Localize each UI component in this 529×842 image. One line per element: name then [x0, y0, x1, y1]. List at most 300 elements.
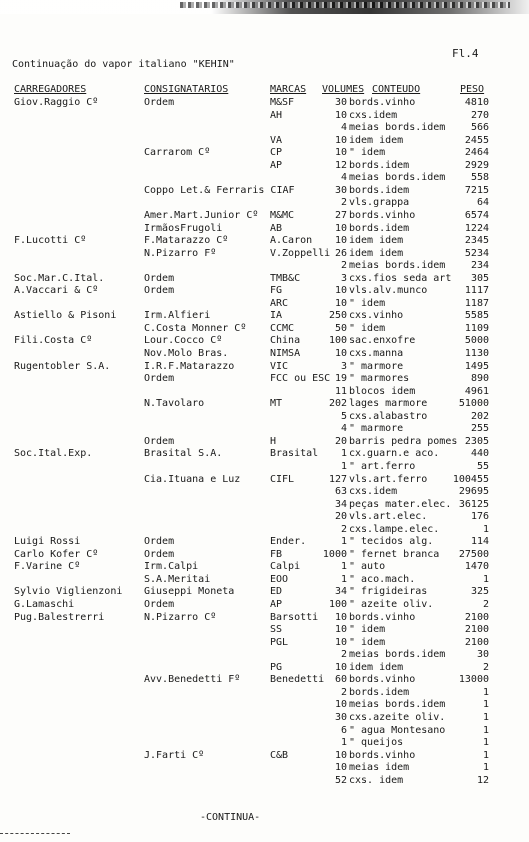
weight-cell: 1: [482, 686, 489, 698]
volume-count-cell: 1: [340, 536, 347, 548]
contents-cell: vls.alv.munco: [349, 285, 428, 297]
volume-count-cell: 10: [334, 661, 347, 673]
weight-cell: 325: [470, 586, 489, 598]
weight-cell: 1187: [464, 297, 489, 309]
table-row: [0, 687, 529, 699]
contents-cell: cxs.alabastro: [349, 410, 428, 422]
contents-cell: cxs.lampe.elec.: [349, 523, 440, 535]
volume-count-cell: 10: [334, 134, 347, 146]
table-row: [0, 185, 529, 197]
weight-cell: 55: [476, 460, 489, 472]
shipper-cell: Luigi Rossi: [14, 536, 81, 548]
table-row: [0, 486, 529, 498]
volume-count-cell: 2: [340, 197, 347, 209]
mark-cell: V.Zoppelli: [270, 247, 331, 259]
volume-count-cell: 1000: [322, 548, 347, 560]
consignee-cell: Ordem: [144, 548, 175, 560]
weight-cell: 4810: [464, 97, 489, 108]
contents-cell: meias bords.idem: [349, 699, 446, 711]
mark-cell: Brasital: [270, 448, 319, 460]
weight-cell: 12: [476, 774, 489, 786]
consignee-cell: Lour.Cocco Cº: [144, 335, 223, 347]
table-row: [0, 474, 529, 486]
table-row: [0, 586, 529, 598]
contents-cell: cxs.idem: [349, 486, 398, 498]
contents-cell: blocos idem: [349, 385, 416, 397]
consignee-cell: IrmãosFrugoli: [144, 222, 223, 234]
mark-cell: FB: [270, 548, 283, 560]
contents-cell: bords.idem: [349, 686, 410, 698]
mark-cell: Ender.: [270, 536, 307, 548]
weight-cell: 1224: [464, 222, 489, 234]
weight-cell: 1: [482, 573, 489, 585]
volume-count-cell: 127: [328, 473, 347, 485]
shipper-cell: Fili.Costa Cº: [14, 335, 93, 347]
weight-cell: 2100: [464, 624, 489, 636]
table-row: [0, 160, 529, 172]
shipper-cell: F.Lucotti Cº: [14, 235, 87, 247]
volume-count-cell: 26: [334, 247, 347, 259]
volume-count-cell: 10: [334, 749, 347, 761]
volume-count-cell: 4: [340, 172, 347, 184]
table-row: [0, 223, 529, 235]
weight-cell: 13000: [458, 674, 489, 686]
contents-cell: vls.art.ferro: [349, 473, 428, 485]
weight-cell: 2464: [464, 147, 489, 159]
weight-cell: 2929: [464, 159, 489, 171]
header-conteudo: CONTEUDO: [372, 84, 421, 95]
contents-cell: meias bords.idem: [349, 122, 446, 134]
volume-count-cell: 34: [334, 586, 347, 598]
shipper-cell: Carlo Kofer Cº: [14, 548, 99, 560]
volume-count-cell: 10: [334, 699, 347, 711]
contents-cell: vls.art.elec.: [349, 511, 428, 523]
contents-cell: bords.vinho: [349, 209, 416, 221]
table-row: [0, 699, 529, 711]
mark-cell: MT: [270, 398, 283, 410]
consignee-cell: Ordem: [144, 536, 175, 548]
shipper-cell: Sylvio Viglienzoni: [14, 586, 123, 598]
weight-cell: 270: [470, 109, 489, 121]
mark-cell: H: [270, 435, 277, 447]
table-row: [0, 612, 529, 624]
bottom-rule: [0, 833, 70, 834]
weight-cell: 1: [482, 737, 489, 749]
weight-cell: 100455: [452, 473, 489, 485]
mark-cell: FCC ou ESC: [270, 373, 331, 385]
volume-count-cell: 1: [340, 573, 347, 585]
contents-cell: " aco.mach.: [349, 573, 416, 585]
volume-count-cell: 100: [328, 335, 347, 347]
table-row: [0, 361, 529, 373]
consignee-cell: Irm.Calpi: [144, 561, 199, 573]
consignee-cell: Brasital S.A.: [144, 448, 223, 460]
weight-cell: 1117: [464, 285, 489, 297]
mark-cell: CP: [270, 147, 283, 159]
table-row: [0, 172, 529, 184]
shipper-cell: Rugentobler S.A.: [14, 360, 111, 372]
weight-cell: 36125: [458, 498, 489, 510]
table-row: [0, 310, 529, 322]
table-row: [0, 335, 529, 347]
contents-cell: bords.vinho: [349, 611, 416, 623]
contents-cell: idem idem: [349, 134, 404, 146]
table-row: [0, 248, 529, 260]
mark-cell: Barsotti: [270, 611, 319, 623]
header-marcas: MARCAS: [270, 84, 307, 95]
shipper-cell: F.Varine Cº: [14, 561, 81, 573]
volume-count-cell: 4: [340, 122, 347, 134]
volume-count-cell: 10: [334, 147, 347, 159]
continua-note: -CONTINUA-: [200, 812, 261, 823]
volume-count-cell: 10: [334, 611, 347, 623]
mark-cell: AB: [270, 222, 283, 234]
table-row: [0, 624, 529, 636]
weight-cell: 5000: [464, 335, 489, 347]
consignee-cell: Cia.Ituana e Luz: [144, 473, 241, 485]
consignee-cell: N.Pizarro Cº: [144, 611, 217, 623]
mark-cell: NIMSA: [270, 348, 301, 359]
contents-cell: " idem: [349, 297, 386, 309]
consignee-cell: Nov.Molo Bras.: [144, 348, 229, 359]
volume-count-cell: 30: [334, 97, 347, 108]
contents-cell: meias idem: [349, 762, 410, 774]
table-row: [0, 737, 529, 749]
weight-cell: 2100: [464, 611, 489, 623]
table-row: [0, 725, 529, 737]
consignee-cell: Avv.Benedetti Fº: [144, 674, 241, 686]
table-row: [0, 662, 529, 674]
volume-count-cell: 1: [340, 561, 347, 573]
consignee-cell: Ordem: [144, 272, 175, 284]
weight-cell: 4961: [464, 385, 489, 397]
contents-cell: cx.guarn.e aco.: [349, 448, 440, 460]
shipper-cell: Giov.Raggio Cº: [14, 97, 99, 108]
consignee-cell: F.Matarazzo Cº: [144, 235, 229, 247]
volume-count-cell: 202: [328, 398, 347, 410]
table-row: [0, 637, 529, 649]
mark-cell: AP: [270, 159, 283, 171]
volume-count-cell: 10: [334, 636, 347, 648]
table-row: [0, 423, 529, 435]
volume-count-cell: 3: [340, 272, 347, 284]
contents-cell: " marmore: [349, 360, 404, 372]
weight-cell: 1: [482, 749, 489, 761]
volume-count-cell: 50: [334, 322, 347, 334]
contents-cell: " idem: [349, 322, 386, 334]
table-row: [0, 674, 529, 686]
consignee-cell: Ordem: [144, 97, 175, 108]
table-row: [0, 210, 529, 222]
contents-cell: " frigideiras: [349, 586, 428, 598]
volume-count-cell: 250: [328, 310, 347, 322]
table-row: [0, 499, 529, 511]
consignee-cell: C.Costa Monner Cº: [144, 322, 247, 334]
contents-cell: cxs.vinho: [349, 310, 404, 322]
weight-cell: 2: [482, 599, 489, 610]
mark-cell: A.Caron: [270, 235, 313, 247]
volume-count-cell: 10: [334, 762, 347, 774]
weight-cell: 1: [482, 523, 489, 535]
contents-cell: " azeite oliv.: [349, 599, 434, 610]
contents-cell: idem idem: [349, 247, 404, 259]
volume-count-cell: 1: [340, 448, 347, 460]
table-row: [0, 762, 529, 774]
weight-cell: 890: [470, 373, 489, 385]
table-row: [0, 135, 529, 147]
weight-cell: 2: [482, 661, 489, 673]
volume-count-cell: 100: [328, 599, 347, 610]
weight-cell: 234: [470, 260, 489, 272]
contents-cell: bords.vinho: [349, 97, 416, 108]
header-volumes: VOLUMES: [322, 84, 365, 95]
table-row: [0, 574, 529, 586]
mark-cell: Benedetti: [270, 674, 325, 686]
contents-cell: " fernet branca: [349, 548, 440, 560]
weight-cell: 27500: [458, 548, 489, 560]
table-row: [0, 411, 529, 423]
contents-cell: meias bords.idem: [349, 260, 446, 272]
consignee-cell: Ordem: [144, 435, 175, 447]
table-row: [0, 536, 529, 548]
volume-count-cell: 10: [334, 109, 347, 121]
volume-count-cell: 10: [334, 285, 347, 297]
contents-cell: lages marmore: [349, 398, 428, 410]
scan-edge-noise: [180, 2, 510, 8]
weight-cell: 5585: [464, 310, 489, 322]
contents-cell: " idem: [349, 624, 386, 636]
weight-cell: 1130: [464, 348, 489, 359]
weight-cell: 5234: [464, 247, 489, 259]
contents-cell: " agua Montesano: [349, 724, 446, 736]
table-row: [0, 524, 529, 536]
volume-count-cell: 5: [340, 410, 347, 422]
contents-cell: " auto: [349, 561, 386, 573]
volume-count-cell: 10: [334, 222, 347, 234]
volume-count-cell: 63: [334, 486, 347, 498]
shipper-cell: A.Vaccari & Cº: [14, 285, 99, 297]
contents-cell: " queijos: [349, 737, 404, 749]
table-row: [0, 599, 529, 611]
table-row: [0, 386, 529, 398]
mark-cell: China: [270, 335, 301, 347]
table-row: [0, 285, 529, 297]
table-row: [0, 398, 529, 410]
table-row: [0, 750, 529, 762]
weight-cell: 2455: [464, 134, 489, 146]
shipper-cell: Soc.Mar.C.Ital.: [14, 272, 105, 284]
volume-count-cell: 19: [334, 373, 347, 385]
contents-cell: meias bords.idem: [349, 172, 446, 184]
contents-cell: cxs.idem: [349, 109, 398, 121]
contents-cell: " marmore: [349, 423, 404, 435]
consignee-cell: Carrarom Cº: [144, 147, 211, 159]
mark-cell: PGL: [270, 636, 289, 648]
shipper-cell: Pug.Balestrerri: [14, 611, 105, 623]
mark-cell: PG: [270, 661, 283, 673]
consignee-cell: N.Tavolaro: [144, 398, 205, 410]
volume-count-cell: 4: [340, 423, 347, 435]
contents-cell: peças mater.elec.: [349, 498, 452, 510]
mark-cell: IA: [270, 310, 283, 322]
contents-cell: bords.idem: [349, 184, 410, 196]
table-row: [0, 197, 529, 209]
volume-count-cell: 27: [334, 209, 347, 221]
shipper-cell: Soc.Ital.Exp.: [14, 448, 93, 460]
weight-cell: 440: [470, 448, 489, 460]
table-row: [0, 448, 529, 460]
weight-cell: 1470: [464, 561, 489, 573]
weight-cell: 566: [470, 122, 489, 134]
weight-cell: 64: [476, 197, 489, 209]
table-row: [0, 549, 529, 561]
volume-count-cell: 12: [334, 159, 347, 171]
weight-cell: 30: [476, 649, 489, 661]
volume-count-cell: 6: [340, 724, 347, 736]
contents-cell: cxs.azeite oliv.: [349, 711, 446, 723]
table-row: [0, 649, 529, 661]
volume-count-cell: 52: [334, 774, 347, 786]
volume-count-cell: 1: [340, 737, 347, 749]
mark-cell: M&SF: [270, 97, 295, 108]
volume-count-cell: 2: [340, 649, 347, 661]
contents-cell: idem idem: [349, 661, 404, 673]
contents-cell: cxs.manna: [349, 348, 404, 359]
weight-cell: 114: [470, 536, 489, 548]
table-row: [0, 235, 529, 247]
contents-cell: " idem: [349, 636, 386, 648]
contents-cell: meias bords.idem: [349, 649, 446, 661]
consignee-cell: J.Farti Cº: [144, 749, 205, 761]
table-row: [0, 436, 529, 448]
volume-count-cell: 20: [334, 511, 347, 523]
header-carregadores: CARREGADORES: [14, 84, 87, 95]
weight-cell: 1: [482, 762, 489, 774]
mark-cell: C&B: [270, 749, 289, 761]
volume-count-cell: 11: [334, 385, 347, 397]
mark-cell: SS: [270, 624, 283, 636]
contents-cell: sac.enxofre: [349, 335, 416, 347]
volume-count-cell: 34: [334, 498, 347, 510]
weight-cell: 1109: [464, 322, 489, 334]
volume-count-cell: 2: [340, 523, 347, 535]
table-row: [0, 147, 529, 159]
volume-count-cell: 2: [340, 260, 347, 272]
consignee-cell: Amer.Mart.Junior Cº: [144, 209, 259, 221]
weight-cell: 1: [482, 711, 489, 723]
table-row: [0, 323, 529, 335]
mark-cell: VIC: [270, 360, 289, 372]
consignee-cell: I.R.F.Matarazzo: [144, 360, 235, 372]
weight-cell: 202: [470, 410, 489, 422]
table-row: [0, 260, 529, 272]
consignee-cell: Ordem: [144, 599, 175, 610]
mark-cell: FG: [270, 285, 283, 297]
weight-cell: 2305: [464, 435, 489, 447]
weight-cell: 29695: [458, 486, 489, 498]
mark-cell: ARC: [270, 297, 289, 309]
contents-cell: idem idem: [349, 235, 404, 247]
consignee-cell: S.A.Meritai: [144, 573, 211, 585]
volume-count-cell: 10: [334, 235, 347, 247]
weight-cell: 7215: [464, 184, 489, 196]
consignee-cell: Irm.Alfieri: [144, 310, 211, 322]
table-row: [0, 298, 529, 310]
contents-cell: " art.ferro: [349, 460, 416, 472]
mark-cell: ED: [270, 586, 283, 598]
contents-cell: bords.idem: [349, 159, 410, 171]
contents-cell: vls.grappa: [349, 197, 410, 209]
weight-cell: 176: [470, 511, 489, 523]
weight-cell: 6574: [464, 209, 489, 221]
volume-count-cell: 3: [340, 360, 347, 372]
table-row: [0, 110, 529, 122]
weight-cell: 305: [470, 272, 489, 284]
contents-cell: barris pedra pomes: [349, 435, 458, 447]
mark-cell: AH: [270, 109, 283, 121]
volume-count-cell: 60: [334, 674, 347, 686]
weight-cell: 2100: [464, 636, 489, 648]
weight-cell: 1: [482, 699, 489, 711]
volume-count-cell: 30: [334, 711, 347, 723]
mark-cell: EOO: [270, 573, 289, 585]
table-row: [0, 561, 529, 573]
weight-cell: 1495: [464, 360, 489, 372]
header-consignatarios: CONSIGNATARIOS: [144, 84, 229, 95]
table-row: [0, 348, 529, 360]
weight-cell: 255: [470, 423, 489, 435]
contents-cell: bords.idem: [349, 222, 410, 234]
consignee-cell: Ordem: [144, 285, 175, 297]
mark-cell: AP: [270, 599, 283, 610]
weight-cell: 558: [470, 172, 489, 184]
volume-count-cell: 10: [334, 624, 347, 636]
weight-cell: 2345: [464, 235, 489, 247]
consignee-cell: N.Pizarro Fº: [144, 247, 217, 259]
table-row: [0, 511, 529, 523]
header-peso: PESO: [460, 84, 485, 95]
mark-cell: TMB&C: [270, 272, 301, 284]
mark-cell: VA: [270, 134, 283, 146]
weight-cell: 1: [482, 724, 489, 736]
volume-count-cell: 10: [334, 297, 347, 309]
mark-cell: M&MC: [270, 209, 295, 221]
volume-count-cell: 1: [340, 460, 347, 472]
table-row: [0, 461, 529, 473]
contents-cell: bords.vinho: [349, 749, 416, 761]
volume-count-cell: 20: [334, 435, 347, 447]
document-title: Continuação do vapor italiano "KEHIN": [12, 59, 235, 70]
contents-cell: bords.vinho: [349, 674, 416, 686]
weight-cell: 51000: [458, 398, 489, 410]
contents-cell: cxs.fios seda art: [349, 272, 452, 284]
table-row: [0, 122, 529, 134]
contents-cell: cxs. idem: [349, 774, 404, 786]
mark-cell: CCMC: [270, 322, 295, 334]
contents-cell: " marmores: [349, 373, 410, 385]
volume-count-cell: 2: [340, 686, 347, 698]
table-row: [0, 373, 529, 385]
volume-count-cell: 10: [334, 348, 347, 359]
mark-cell: Calpi: [270, 561, 301, 573]
shipper-cell: Astiello & Pisoni: [14, 310, 117, 322]
volume-count-cell: 30: [334, 184, 347, 196]
consignee-cell: Ordem: [144, 373, 175, 385]
table-row: [0, 775, 529, 787]
table-row: [0, 97, 529, 109]
consignee-cell: Giuseppi Moneta: [144, 586, 235, 598]
mark-cell: CIFL: [270, 473, 295, 485]
